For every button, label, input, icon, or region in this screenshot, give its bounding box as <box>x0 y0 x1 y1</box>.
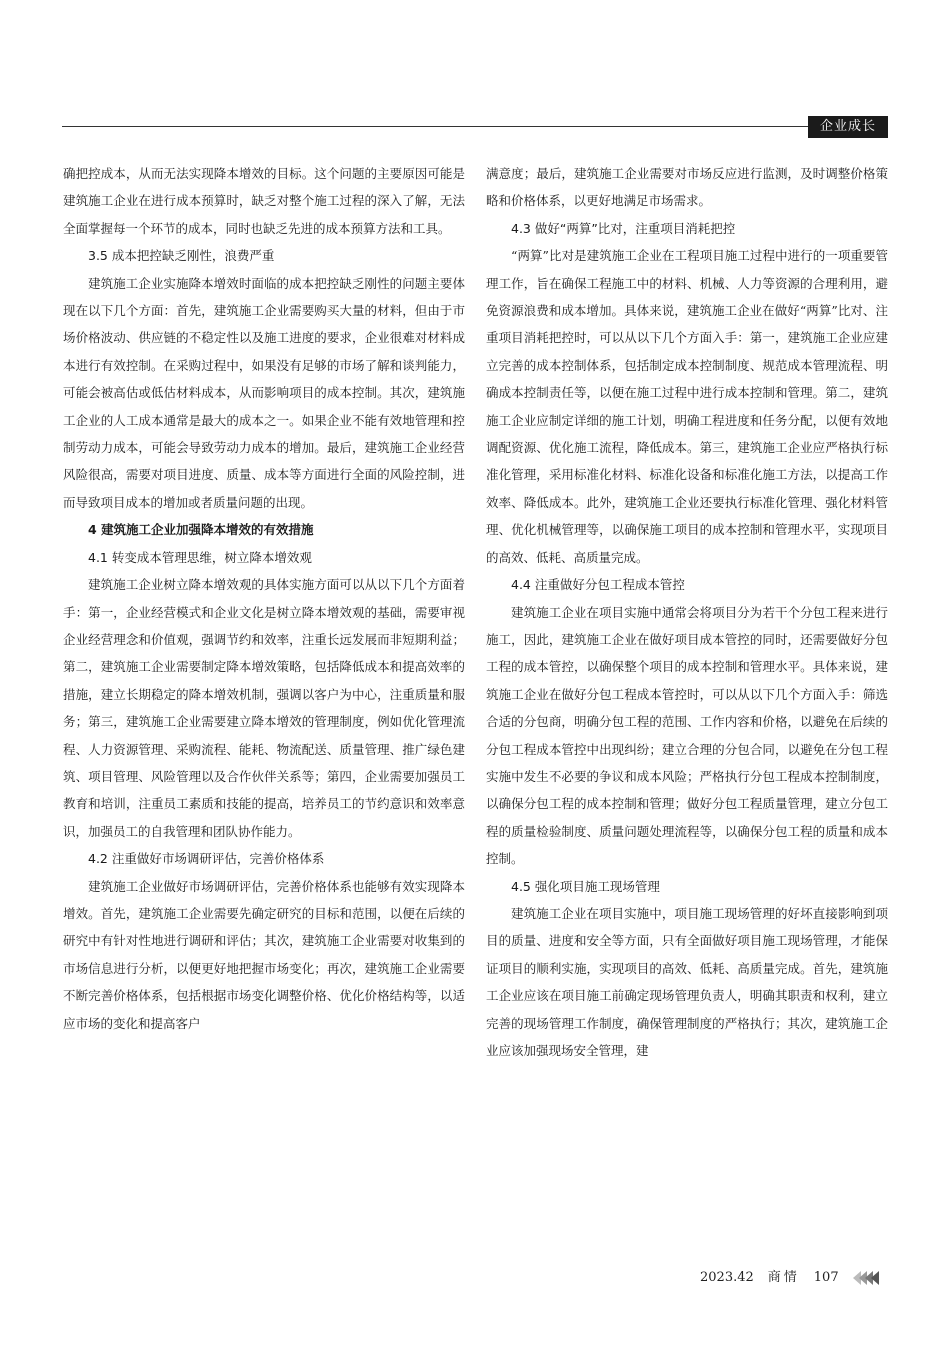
section-heading: 4.4 注重做好分包工程成本管控 <box>511 577 685 593</box>
section-heading: 4.5 强化项目施工现场管理 <box>511 878 660 894</box>
right-column <box>486 160 888 1064</box>
footer-issue: 2023.42 <box>700 1270 754 1285</box>
footer-journal: 商情 <box>767 1270 800 1285</box>
footer-page-number: 107 <box>813 1270 839 1285</box>
paragraph: 确把控成本，从而无法实现降本增效的目标。这个问题的主要原因可能是建筑施工企业在进行成本预算时，缺乏对整个施工过程的深入了解，无法全面掌握每一个环节的成本，同时也缺乏先进的成本预算方法和工具。 <box>63 166 465 236</box>
section-heading: 4.3 做好“两算”比对，注重项目消耗把控 <box>511 220 736 236</box>
section-heading: 4.2 注重做好市场调研评估，完善价格体系 <box>88 851 325 867</box>
paragraph: 建筑施工企业在项目实施中，项目施工现场管理的好坏直接影响到项目的质量、进度和安全等方面，只有全面做好项目施工现场管理，才能保证项目的顺利实施，实现项目的高效、低耗、高质量完成。首先，建筑施工企业应该在项目施工前确定现场管理负责人，明确其职责和权利，建立完善的现场管理工作制度，确保管理制度的严格执行；其次，建筑施工企业应该加强现场安全管理，建 <box>486 905 888 1058</box>
page-footer <box>700 1268 879 1288</box>
paragraph: “两算”比对是建筑施工企业在工程项目施工过程中进行的一项重要管理工作，旨在确保工程施工中的材料、机械、人力等资源的合理利用，避免资源浪费和成本增加。具体来说，建筑施工企业在做好“两算”比对、注重项目消耗把控时，可以从以下几个方面入手：第一，建筑施工企业应建立完善的成本控制体系，包括制定成本控制制度、规范成本管理流程、明确成本控制责任等，以便在施工过程中进行成本控制和管理。第二，建筑施工企业应制定详细的施工计划，明确工程进度和任务分配，以便有效地调配资源、优化施工流程，降低成本。第三，建筑施工企业应严格执行标准化管理，采用标准化材料、标准化设备和标准化施工方法，以提高工作效率、降低成本。此外，建筑施工企业还要执行标准化管理、强化材料管理、优化机械管理等，以确保施工项目的成本控制和管理水平，实现项目的高效、低耗、高质量完成。 <box>486 248 888 565</box>
paragraph: 建筑施工企业实施降本增效时面临的成本把控缺乏刚性的问题主要体现在以下几个方面：首先，建筑施工企业需要购买大量的材料，但由于市场价格波动、供应链的不稳定性以及施工进度的要求，企业很难对材料成本进行有效控制。在采购过程中，如果没有足够的市场了解和谈判能力，可能会被高估或低估材料成本，从而影响项目的成本控制。其次，建筑施工企业的人工成本通常是最大的成本之一。如果企业不能有效地管理和控制劳动力成本，可能会导致劳动力成本的增加。最后，建筑施工企业经营风险很高，需要对项目进度、质量、成本等方面进行全面的风险控制，进而导致项目成本的增加或者质量问题的出现。 <box>63 275 465 510</box>
paragraph: 建筑施工企业树立降本增效观的具体实施方面可以从以下几个方面着手：第一，企业经营模式和企业文化是树立降本增效观的基础，需要审视企业经营理念和价值观，强调节约和效率，注重长远发展而非短期利益；第二，建筑施工企业需要制定降本增效策略，包括降低成本和提高效率的措施，建立长期稳定的降本增效机制，强调以客户为中心，注重质量和服务；第三，建筑施工企业需要建立降本增效的管理制度，例如优化管理流程、人力资源管理、采购流程、能耗、物流配送、质量管理、推广绿色建筑、项目管理、风险管理以及合作伙伴关系等；第四，企业需要加强员工教育和培训，注重员工素质和技能的提高，培养员工的节约意识和效率意识，加强员工的自我管理和团队协作能力。 <box>63 577 465 839</box>
paragraph: 建筑施工企业在项目实施中通常会将项目分为若干个分包工程来进行施工，因此，建筑施工企业在做好项目成本管控的同时，还需要做好分包工程的成本管控，以确保整个项目的成本控制和管理水平。具体来说，建筑施工企业在做好分包工程成本管控时，可以从以下几个方面入手：筛选合适的分包商，明确分包工程的范围、工作内容和价格，以避免在后续的分包工程成本管控中出现纠纷；建立合理的分包合同，以避免在分包工程实施中发生不必要的争议和成本风险；严格执行分包工程成本控制制度，以确保分包工程的成本控制和管理；做好分包工程质量管理，建立分包工程的质量检验制度、质量问题处理流程等，以确保分包工程的质量和成本控制。 <box>486 604 888 867</box>
section-heading: 4.1 转变成本管理思维，树立降本增效观 <box>88 549 312 565</box>
paragraph: 建筑施工企业做好市场调研评估，完善价格体系也能够有效实现降本增效。首先，建筑施工企业需要先确定研究的目标和范围，以便在后续的研究中有针对性地进行调研和评估；其次，建筑施工企业需要对收集到的市场信息进行分析，以便更好地把握市场变化；再次，建筑施工企业需要不断完善价格体系，包括根据市场变化调整价格、优化价格结构等，以适应市场的变化和提高客户 <box>63 878 465 1031</box>
section-heading: 4 建筑施工企业加强降本增效的有效措施 <box>88 522 314 538</box>
left-column <box>63 160 465 1037</box>
footer-arrows-icon <box>853 1271 879 1285</box>
header-rule <box>62 126 882 127</box>
paragraph: 满意度；最后，建筑施工企业需要对市场反应进行监测，及时调整价格策略和价格体系，以更好地满足市场需求。 <box>486 166 888 209</box>
section-heading: 3.5 成本把控缺乏刚性，浪费严重 <box>88 248 275 264</box>
section-badge: 企业成长 <box>808 116 888 138</box>
